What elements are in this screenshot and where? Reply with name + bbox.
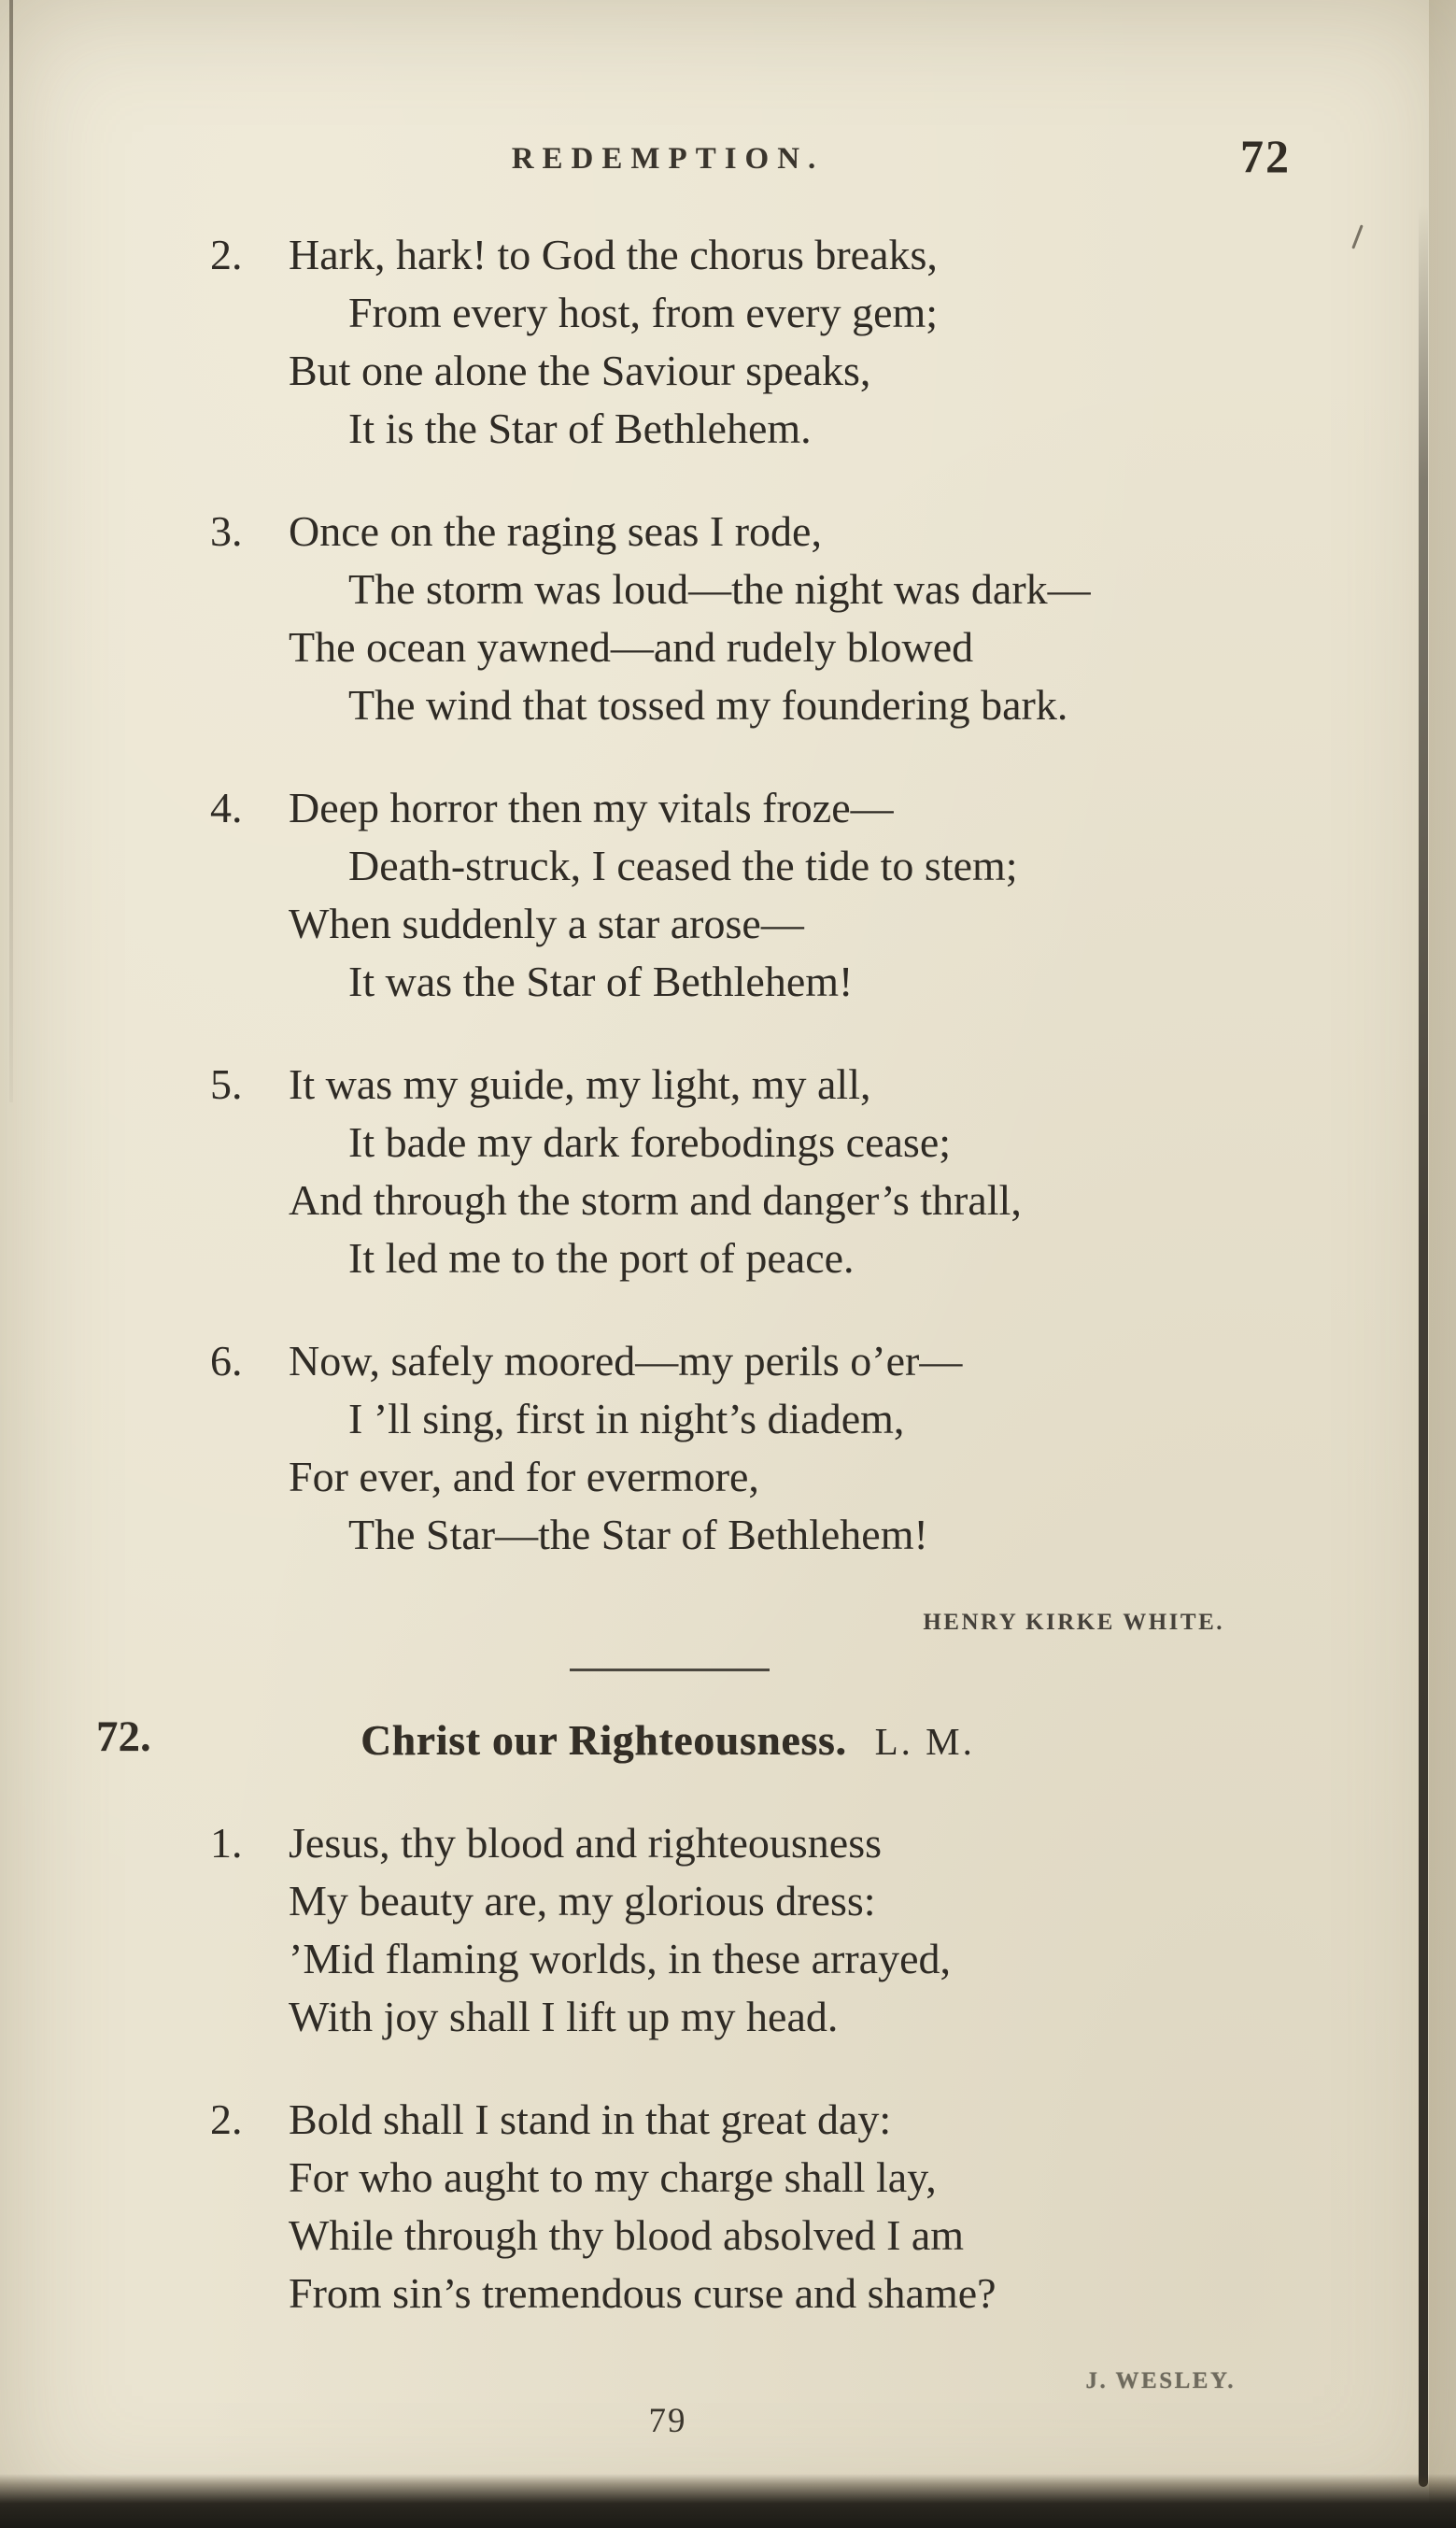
running-header: REDEMPTION. bbox=[511, 142, 825, 176]
stanza-lines bbox=[289, 1056, 1456, 1287]
stanza bbox=[210, 226, 1456, 458]
hymn-meter: L. M. bbox=[874, 1720, 975, 1763]
verse-line: For ever, and for evermore, bbox=[289, 1453, 759, 1500]
verse-line: The storm was loud—the night was dark— bbox=[348, 565, 1091, 613]
stanza-number: 5. bbox=[210, 1060, 243, 1108]
stanza-number: 2. bbox=[210, 2095, 243, 2143]
verse-line: Death-struck, I ceased the tide to stem; bbox=[348, 842, 1018, 889]
verse-line: It was my guide, my light, my all, bbox=[289, 1060, 871, 1108]
verse-line: The ocean yawned—and rudely blowed bbox=[289, 623, 974, 671]
scan-edge-bottom bbox=[0, 2474, 1456, 2528]
page-number: 72 bbox=[1240, 130, 1291, 182]
stanza bbox=[210, 1056, 1456, 1287]
verse-line: I ’ll sing, first in night’s diadem, bbox=[348, 1395, 905, 1442]
stanza-number: 2. bbox=[210, 231, 243, 278]
hymn-72-stanzas bbox=[0, 1814, 1456, 2322]
stanza-lines bbox=[289, 1332, 1456, 1564]
verse-line: My beauty are, my glorious dress: bbox=[289, 1877, 876, 1924]
stanza-number: 1. bbox=[210, 1819, 243, 1867]
stanza bbox=[210, 1814, 1456, 2046]
stanza bbox=[210, 503, 1456, 734]
verse-line: But one alone the Saviour speaks, bbox=[289, 347, 871, 394]
verse-line: The Star—the Star of Bethlehem! bbox=[348, 1511, 928, 1558]
verse-line: From every host, from every gem; bbox=[348, 289, 939, 336]
verse-line: For who aught to my charge shall lay, bbox=[289, 2153, 937, 2201]
verse-line: Now, safely moored—my perils o’er— bbox=[289, 1337, 963, 1385]
stanza bbox=[210, 1332, 1456, 1564]
verse-line: From sin’s tremendous curse and shame? bbox=[289, 2269, 997, 2317]
scan-edge-right-line bbox=[1419, 206, 1428, 2487]
binding-shadow-left bbox=[9, 0, 13, 1102]
hymn-title: Christ our Righteousness. bbox=[360, 1717, 847, 1764]
stanza-lines bbox=[289, 503, 1456, 734]
hymn-previous-stanzas bbox=[0, 226, 1456, 1564]
author-attribution: HENRY KIRKE WHITE. bbox=[923, 1610, 1224, 1635]
verse-line: Deep horror then my vitals froze— bbox=[289, 784, 894, 831]
verse-line: And through the storm and danger’s thrall, bbox=[289, 1176, 1022, 1224]
stanza-number: 4. bbox=[210, 784, 243, 831]
footer-page-number: 79 bbox=[648, 2402, 687, 2440]
verse-line: It led me to the port of peace. bbox=[348, 1234, 855, 1282]
hymn-number: 72. bbox=[96, 1712, 151, 1761]
verse-line: It bade my dark forebodings cease; bbox=[348, 1118, 952, 1166]
stanza-number: 6. bbox=[210, 1337, 243, 1385]
stanza-lines bbox=[289, 226, 1456, 458]
verse-line: ’Mid flaming worlds, in these arrayed, bbox=[289, 1935, 951, 1982]
verse-line: Once on the raging seas I rode, bbox=[289, 507, 822, 555]
stanza-lines bbox=[289, 779, 1456, 1011]
verse-line: Bold shall I stand in that great day: bbox=[289, 2095, 892, 2143]
stanza-lines bbox=[289, 2091, 1456, 2322]
section-divider bbox=[570, 1669, 770, 1671]
stanza bbox=[210, 2091, 1456, 2322]
author-attribution: J. WESLEY. bbox=[1085, 2368, 1236, 2393]
scan-edge-right-shade bbox=[1429, 0, 1456, 2528]
verse-line: Hark, hark! to God the chorus breaks, bbox=[289, 231, 938, 278]
verse-line: Jesus, thy blood and righteousness bbox=[289, 1819, 883, 1867]
verse-line: It was the Star of Bethlehem! bbox=[348, 958, 854, 1005]
verse-line: The wind that tossed my foundering bark. bbox=[348, 681, 1068, 729]
verse-line: While through thy blood absolved I am bbox=[289, 2211, 965, 2259]
verse-line: When suddenly a star arose— bbox=[289, 900, 804, 947]
verse-line: It is the Star of Bethlehem. bbox=[348, 405, 812, 452]
stanza bbox=[210, 779, 1456, 1011]
stanza-lines bbox=[289, 1814, 1456, 2046]
stanza-number: 3. bbox=[210, 507, 243, 555]
verse-line: With joy shall I lift up my head. bbox=[289, 1993, 839, 2040]
hymn-heading bbox=[96, 1712, 1125, 1768]
